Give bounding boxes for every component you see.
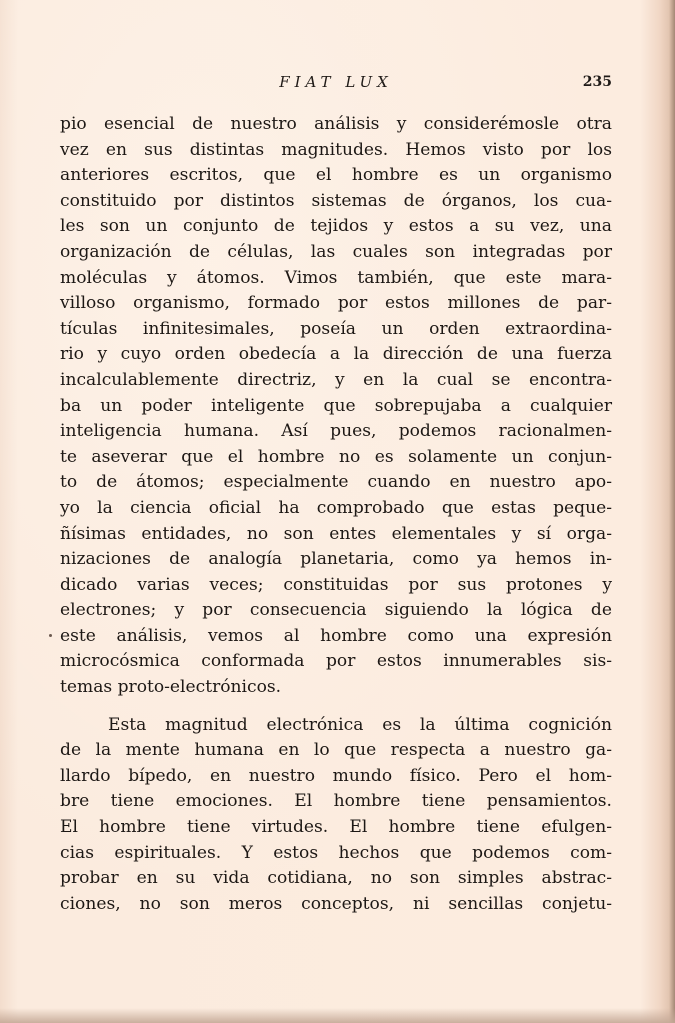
paragraph: [60, 112, 612, 701]
text-line: rio y cuyo orden obedecía a la dirección de una fuerza: [60, 344, 612, 365]
text-line: ba un poder inteligente que sobrepujaba a cualquier: [60, 395, 612, 416]
text-line: moléculas y átomos. Vimos también, que este mara-: [60, 267, 612, 288]
text-line: ciones, no son meros conceptos, ni sencillas conjetu-: [60, 893, 612, 914]
text-line: ñísimas entidades, no son entes elementales y sí orga-: [60, 523, 612, 544]
text-line: nizaciones de analogía planetaria, como ya hemos in-: [60, 549, 612, 570]
text-line: te aseverar que el hombre no es solamente un conjun-: [60, 446, 612, 467]
paragraph: [60, 713, 612, 918]
text-line: bre tiene emociones. El hombre tiene pensamientos.: [60, 791, 612, 812]
text-line: microcósmica conformada por estos innumerables sis-: [60, 651, 612, 672]
text-line: les son un conjunto de tejidos y estos a su vez, una: [60, 216, 612, 237]
text-line: tículas infinitesimales, poseía un orden extraordina-: [60, 318, 612, 339]
text-line: dicado varias veces; constituidas por sus protones y: [60, 574, 612, 595]
text-line: este análisis, vemos al hombre como una expresión: [60, 625, 612, 646]
text-line: probar en su vida cotidiana, no son simples abstrac-: [60, 868, 612, 889]
text-line: inteligencia humana. Así pues, podemos racionalmen-: [60, 421, 612, 442]
running-title: FIAT LUX: [279, 73, 393, 91]
page-bottom-edge: [0, 1008, 675, 1023]
text-line: Esta magnitud electrónica es la última cognición: [108, 714, 612, 735]
margin-ink-mark: [49, 634, 52, 637]
text-line: temas proto-electrónicos.: [60, 677, 282, 698]
text-line: de la mente humana en lo que respecta a nuestro ga-: [60, 740, 612, 761]
text-line: cias espirituales. Y estos hechos que podemos com-: [60, 842, 612, 863]
text-line: to de átomos; especialmente cuando en nuestro apo-: [60, 472, 612, 493]
body-text: [60, 112, 612, 917]
text-line: pio esencial de nuestro análisis y considerémosle otra: [60, 114, 612, 134]
page-edge-shadow: [669, 0, 675, 1023]
page-number: 235: [582, 74, 612, 90]
text-line: villoso organismo, formado por estos millones de par-: [60, 293, 612, 314]
page-header: [60, 71, 612, 95]
text-line: constituido por distintos sistemas de órganos, los cua-: [60, 190, 612, 211]
text-line: electrones; y por consecuencia siguiendo la lógica de: [60, 600, 612, 621]
text-line: El hombre tiene virtudes. El hombre tiene efulgen-: [60, 817, 612, 838]
text-line: llardo bípedo, en nuestro mundo físico. Pero el hom-: [60, 765, 612, 786]
text-line: organización de células, las cuales son integradas por: [60, 241, 612, 262]
text-line: vez en sus distintas magnitudes. Hemos visto por los: [60, 139, 612, 160]
paragraph-gap: [60, 701, 612, 713]
text-line: incalculablemente directriz, y en la cual se encontra-: [60, 369, 612, 390]
text-line: anteriores escritos, que el hombre es un organismo: [60, 165, 612, 186]
text-line: yo la ciencia oficial ha comprobado que estas peque-: [60, 497, 612, 518]
